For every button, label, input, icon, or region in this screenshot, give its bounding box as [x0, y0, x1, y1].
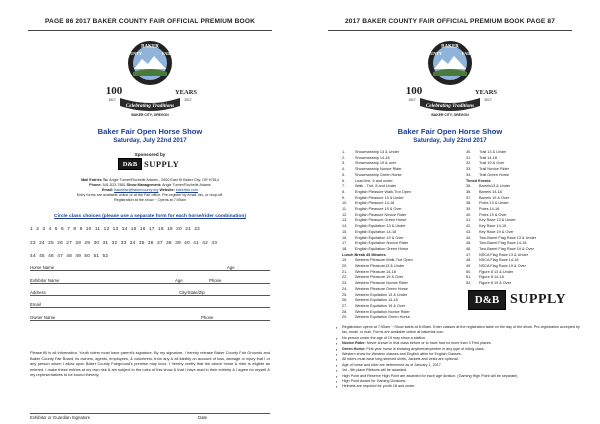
class-number: 24.: [342, 286, 348, 291]
class-number: 30.: [466, 150, 472, 154]
class-name: Western Pleasure 19 & Over: [355, 275, 404, 280]
class-name: Western Equitation 13 & Under: [355, 292, 408, 297]
class-number: 40.: [466, 212, 472, 217]
class-number: 37.: [466, 195, 472, 200]
class-number: 50.: [466, 269, 472, 274]
class-number: 5.: [342, 172, 346, 177]
mgmt-label: Show Management:: [126, 183, 162, 188]
email-field[interactable]: [30, 300, 270, 308]
header-rule: [328, 30, 572, 31]
logo-text-baker: BAKER: [141, 44, 159, 50]
class-section-heading: Lunch Break 45 Minutes: [342, 252, 386, 257]
phone-label: Phone:: [89, 183, 102, 188]
class-number: 27.: [342, 303, 348, 308]
class-number: 8.: [342, 189, 346, 194]
rule-item-text: Western show for Western classes and English attire for English Classes.: [342, 352, 462, 357]
class-section-heading: Timed Events: [466, 178, 491, 183]
class-name: English Pleasure 14-18: [355, 201, 395, 206]
circle-class-title: Circle class choices (please use a separate form for each horse/rider combination): [54, 214, 246, 219]
class-name: Poles 13 & Under: [479, 201, 509, 206]
show-date: Saturday, July 22nd 2017: [113, 137, 187, 144]
rule-item-text: First year horse is showing anytime/anywhere in any type of riding class.: [365, 346, 485, 351]
class-name: Western Equitation Novice Rider: [355, 309, 410, 314]
exhibitor-name-field[interactable]: [30, 276, 270, 284]
class-number: 17.: [342, 241, 348, 246]
rule-item-text: No person under the age of 19 may show a stallion.: [342, 335, 427, 340]
class-name: English Equitation Novice Rider: [355, 241, 409, 246]
class-number: 33.: [466, 167, 472, 172]
class-number: 20.: [342, 264, 348, 269]
class-number: 43.: [466, 229, 472, 234]
rule-item-label: Green Horse:: [342, 346, 366, 351]
class-name: Barrels 14-18: [479, 189, 502, 194]
class-number: 46.: [466, 246, 472, 251]
class-number: 19.: [342, 258, 348, 263]
class-numbers-row-1[interactable]: 1 2 3 4 5 6 7 8 9 10 11 12 13 14 15 16 17 18 19 20 21 22: [30, 227, 201, 232]
class-name: Western Pleasure13 & Under: [355, 264, 405, 269]
class-number: 13.: [342, 218, 348, 223]
release-statement: Please fill in all information. Youth riders must have parent's signature. By my signature, I hereby release Baker County Fair Grounds and Baker County Fair Board, its owners, agents, employees, & volunteers, from any & all liability on account of loss, damage or injury that I or any person whom I allow upon Baker County Fairground's premise may incur. I hereby certify that the above horse & rider is eligible as entered. I make these entries at my own risk & am subject to the rules of this show & that I have read in their entirety & I agree for myself & my representatives to be bound thereby.: [30, 350, 270, 377]
class-name: Trail Green Horse: [479, 172, 510, 177]
class-number: 3.: [342, 161, 346, 166]
class-number: 44.: [466, 235, 472, 240]
class-name: Trail 13 & Under: [479, 150, 507, 154]
sponsor-logo-box: D&B: [468, 290, 506, 310]
phone2-label: Phone: [201, 315, 214, 320]
rule-item: [336, 384, 586, 389]
class-number: 10.: [342, 201, 348, 206]
exhibitor-name-label: Exhibitor Name: [30, 278, 60, 283]
class-number: 26.: [342, 298, 348, 303]
age-label: Age: [227, 265, 235, 270]
rule-item-text: Registration opens at 7:00am ~ Show starts at 8:00am. Enter classes at the registration table on the day of the show. Pre-registration accepted by fax, email, or mail. Forms are available online at bakerfair.com: [342, 325, 580, 335]
email-field-label: Email: [30, 302, 41, 307]
class-numbers-row-2[interactable]: 23 24 25 26 27 28 29 30 31 32 33 34 35 36 37 38 39 40 41 42 43: [30, 241, 218, 246]
class-name: English Equitation 19 & Over: [355, 235, 404, 240]
sponsor-logo-box: D&B: [118, 158, 142, 170]
right-page: [300, 0, 600, 424]
class-number: 15.: [342, 229, 348, 234]
logo-years: YEARS: [474, 89, 498, 96]
show-title: Baker Fair Open Horse Show: [397, 127, 503, 136]
class-number: 11.: [342, 207, 347, 212]
email-text[interactable]: bakerfair@bakercounty.org: [114, 188, 159, 193]
class-number: 25.: [342, 292, 348, 297]
web-label: Website:: [159, 188, 175, 193]
class-numbers-row-3[interactable]: 44 45 46 47 48 49 50 51 52: [30, 254, 109, 259]
rule-item-text: Helmets are required for youth 18 and under.: [342, 384, 416, 389]
rule-item-text: Never shown in that class before or to have had no more than 3 First places.: [365, 341, 492, 346]
class-number: 28.: [342, 309, 348, 314]
class-name: Western Pleasure Walk-Trot Open: [355, 258, 413, 263]
class-number: 35.: [466, 184, 472, 189]
class-number: 49.: [466, 264, 472, 269]
logo-year-left: 1917: [108, 98, 116, 102]
logo-text-county: COUNTY: [123, 51, 143, 56]
horse-name-label: Horse Name: [30, 265, 55, 270]
class-name: Figure 8 19 & Over: [479, 281, 512, 286]
class-name: Western Equitation 19 & Over: [355, 303, 406, 308]
class-name: English Pleasure Walk-Trot Open: [355, 189, 412, 194]
info-line4: Registration at the show ~ Opens at 7:00am: [113, 198, 187, 203]
class-number: 36.: [466, 189, 472, 194]
class-name: NSCA Flag Race 19 & Over: [479, 264, 526, 269]
age2-label: Age: [175, 278, 183, 283]
class-name: Two-Barrel Flag Race 14-18: [479, 241, 527, 246]
class-name: Western Equitation Green Horse: [355, 315, 410, 320]
logo-year-right: 2017: [184, 98, 192, 102]
class-name: Western Pleasure Green Horse: [355, 286, 408, 291]
class-number: 32.: [466, 161, 472, 166]
show-rules-list: [336, 325, 586, 390]
class-number: 16.: [342, 235, 348, 240]
class-name: English Pleasure Novice Rider: [355, 212, 407, 217]
mgmt-text: Angie Turner/Rochelle Adams: [162, 183, 211, 188]
class-name: Showmanship 14-18: [355, 155, 390, 160]
rule-item-text: 1st - 6th place Ribbons will be awarded.: [342, 368, 408, 373]
class-number: 21.: [342, 269, 348, 274]
class-name: Barrels13 & Under: [479, 184, 511, 189]
logo-ribbon-text: Celebrating Traditions: [425, 103, 475, 109]
class-number: 2.: [342, 155, 346, 160]
class-name: English Equitation Green Horse: [355, 246, 409, 251]
fair-logo: [400, 36, 500, 120]
signature-label: Exhibitor or Guardian Signature: [30, 415, 91, 420]
class-number: 31.: [466, 155, 472, 160]
class-number: 29.: [342, 315, 348, 320]
class-name: Poles 14-18: [479, 207, 500, 212]
class-name: English Equitation 14-18: [355, 229, 397, 234]
logo-year-left: 1917: [408, 98, 416, 102]
class-name: Trail 14-18: [479, 155, 498, 160]
class-name: Figure 8 13 & Under: [479, 269, 514, 274]
info-line3: Entry forms are available online or at the Fair office. Pre-register by email, fax, or drop-off.: [76, 193, 224, 198]
address-field[interactable]: [30, 288, 270, 296]
class-number: 51.: [466, 275, 472, 280]
contact-info: [26, 178, 274, 203]
class-name: English Pleasure Green Horse: [355, 218, 407, 223]
class-name: Two-Barrel Flag Race 19 & Over: [479, 246, 534, 251]
class-name: Showmanship Novice Rider: [355, 167, 402, 172]
class-number: 45.: [466, 241, 472, 246]
address-label: Address: [30, 290, 46, 295]
logo-hundred: 100: [105, 85, 123, 97]
class-name: Showmanship 19 & over: [355, 161, 397, 166]
rule-item: [336, 325, 586, 336]
page-header-left: PAGE 86 2017 BAKER COUNTY FAIR OFFICIAL PREMIUM BOOK: [44, 18, 256, 25]
owner-name-label: Owner Name: [30, 315, 56, 320]
logo-place: BAKER CITY, OREGON: [131, 113, 169, 117]
class-number: 12.: [342, 212, 348, 217]
class-name: Western Equitation 14-18: [355, 298, 398, 303]
logo-text-county: COUNTY: [423, 51, 443, 56]
class-number: 22.: [342, 275, 348, 280]
class-number: 9.: [342, 195, 346, 200]
sponsor-logo-word: SUPPLY: [144, 159, 180, 169]
class-name: English Equitation 13 & Under: [355, 224, 406, 229]
class-number: 23.: [342, 281, 348, 286]
class-number: 42.: [466, 224, 472, 229]
sponsor-logo: [118, 158, 179, 170]
class-number: 1.: [342, 150, 346, 154]
web-text[interactable]: bakerfair.com: [175, 188, 198, 193]
class-name: Western Pleasure 14-18: [355, 269, 396, 274]
logo-year-right: 2017: [484, 98, 492, 102]
rule-item-text: High Point and Reserve High Point are awarded for each age division. (Gaming High Point will be separate): [342, 373, 518, 378]
phone-text: 541-523-7881: [102, 183, 126, 188]
signature-field[interactable]: [30, 408, 270, 420]
fair-logo: [100, 36, 200, 120]
city-label: City/State/Zip: [179, 290, 205, 295]
show-title: Baker Fair Open Horse Show: [97, 127, 203, 136]
class-number: 7.: [342, 184, 346, 189]
logo-text-fair: FAIR: [162, 51, 172, 56]
class-name: Walk - Trot, 8 and Under: [355, 184, 397, 189]
logo-hundred: 100: [405, 85, 423, 97]
class-name: Figure 8 14-18: [479, 275, 504, 280]
class-number: 52.: [466, 281, 472, 286]
class-item: [466, 281, 576, 287]
class-name: NSCA Flag Race 13 & Under: [479, 252, 528, 257]
email-label: Email:: [102, 188, 114, 193]
class-number: 47.: [466, 252, 472, 257]
class-name: Poles 19 & Over: [479, 212, 507, 217]
logo-text-fair: FAIR: [462, 51, 472, 56]
date-label: Date: [198, 415, 208, 420]
class-number: 39.: [466, 207, 472, 212]
sponsor-label: Sponsored by: [134, 152, 166, 157]
class-number: 4.: [342, 167, 346, 172]
class-name: Key Race 19 & Over: [479, 229, 514, 234]
rule-item-text: Age of horse and rider are determined as of January 1, 2017.: [342, 362, 442, 367]
class-name: Western Pleasure Novice Rider: [355, 281, 408, 286]
logo-years: YEARS: [174, 89, 198, 96]
horse-name-field[interactable]: [30, 263, 270, 271]
logo-place: BAKER CITY, OREGON: [431, 113, 469, 117]
show-date: Saturday, July 22nd 2017: [413, 137, 487, 144]
class-number: 41.: [466, 218, 472, 223]
class-name: Lead line, 6 and under: [355, 178, 393, 183]
class-list-column-1: [342, 150, 452, 321]
sponsor-logo: [468, 290, 566, 310]
class-number: 48.: [466, 258, 472, 263]
phone-field-label: Phone: [209, 278, 222, 283]
class-name: Two-Barrel Flag Race 13 & Under: [479, 235, 536, 240]
page-header-right: 2017 BAKER COUNTY FAIR OFFICIAL PREMIUM BOOK PAGE 87: [344, 18, 556, 25]
class-name: NSCA Flag Race 14-18: [479, 258, 519, 263]
class-number: 34.: [466, 172, 472, 177]
rule-item-label: Novice Rider:: [342, 341, 366, 346]
class-number: 6.: [342, 178, 346, 183]
class-name: Showmanship 13 & Under: [355, 150, 400, 154]
rule-item-text: High Point Award for Gaming Divisions.: [342, 379, 407, 384]
rule-item-text: All riders must wear long sleeved shirts, Jackets and vests are optional.: [342, 357, 459, 362]
class-number: 18.: [342, 246, 348, 251]
class-name: Showmanship Green Horse: [355, 172, 402, 177]
class-number: 38.: [466, 201, 472, 206]
class-name: Barrels 19 & Over: [479, 195, 510, 200]
class-name: Key Race 13 & Under: [479, 218, 516, 223]
class-item: [342, 315, 452, 321]
mail-label: Mail Entries To:: [81, 178, 109, 182]
class-name: Key Race 14-18: [479, 224, 507, 229]
mail-text: Angie Turner/Rochelle Adams - 2600 East St Baker City, OR 97814: [109, 178, 219, 182]
class-name: English Pleasure 19 & Over: [355, 207, 402, 212]
class-list-column-2: [466, 150, 576, 287]
class-name: English Pleasure 13 & Under: [355, 195, 404, 200]
logo-ribbon-text: Celebrating Traditions: [125, 103, 175, 109]
owner-name-field[interactable]: [30, 313, 270, 321]
logo-text-baker: BAKER: [441, 44, 459, 50]
header-rule: [28, 30, 272, 31]
sponsor-logo-word: SUPPLY: [510, 292, 567, 307]
class-name: Trail Novice Rider: [479, 167, 510, 172]
class-name: Trail 19 & Over: [479, 161, 505, 166]
class-number: 14.: [342, 224, 348, 229]
